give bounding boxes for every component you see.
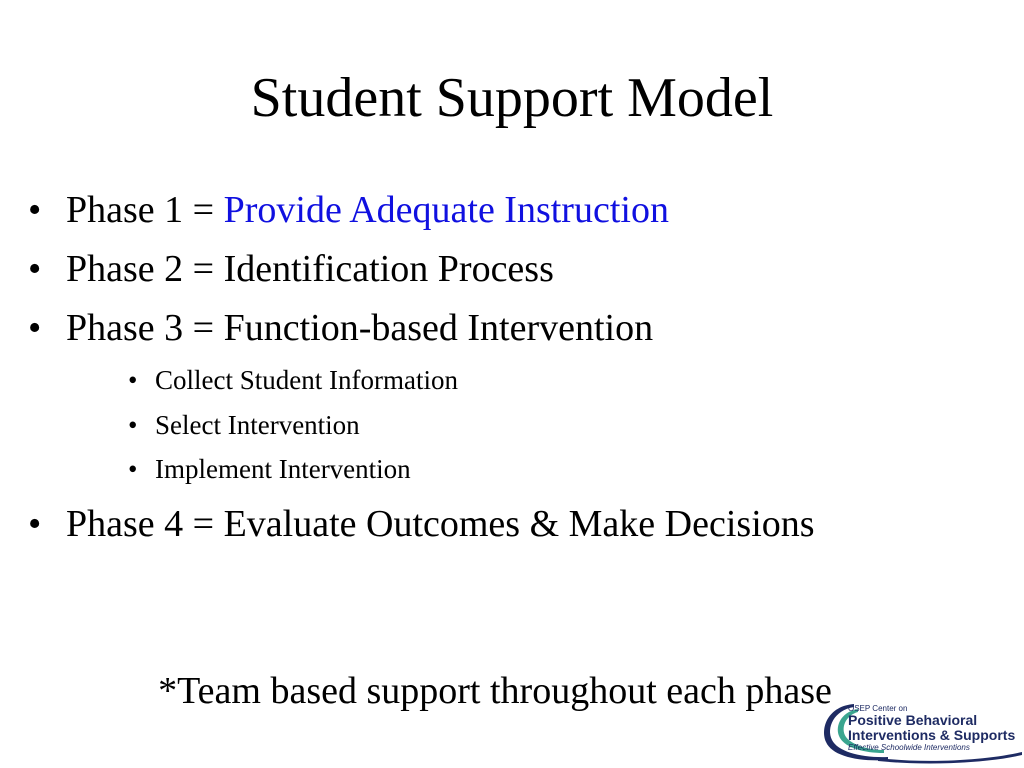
slide-title: Student Support Model bbox=[250, 67, 774, 129]
logo-line-4: Effective Schoolwide Interventions bbox=[848, 743, 970, 752]
logo-line-3: Interventions & Supports bbox=[848, 727, 1016, 743]
bullet-phase-2 bbox=[28, 246, 826, 292]
footer-note: *Team based support throughout each phase bbox=[158, 670, 832, 712]
sub-bullet-collect bbox=[128, 363, 458, 397]
bullet-phase-2-text: Phase 2 = Identification Process bbox=[66, 248, 554, 290]
sub-bullet-collect-text: Collect Student Information bbox=[155, 365, 458, 395]
sub-bullet-dot: • bbox=[128, 365, 138, 395]
bullet-dot: • bbox=[28, 248, 42, 290]
sub-bullet-dot: • bbox=[128, 454, 138, 484]
bullet-phase-1-prefix: Phase 1 = bbox=[66, 189, 224, 231]
bullet-dot: • bbox=[28, 189, 42, 231]
logo-line-1: OSEP Center on bbox=[848, 704, 908, 713]
logo-line-2: Positive Behavioral bbox=[848, 712, 978, 728]
sub-bullet-implement-text: Implement Intervention bbox=[155, 454, 411, 484]
bullet-phase-3-text: Phase 3 = Function-based Intervention bbox=[66, 307, 654, 349]
pbis-logo bbox=[818, 698, 1024, 764]
bullet-phase-1-highlight: Provide Adequate Instruction bbox=[223, 189, 669, 231]
bullet-dot: • bbox=[28, 307, 42, 349]
bullet-phase-1 bbox=[28, 187, 826, 233]
bullet-phase-4 bbox=[28, 501, 826, 547]
sub-bullet-select-text: Select Intervention bbox=[155, 410, 360, 440]
sub-bullet-implement bbox=[128, 452, 411, 486]
bullet-dot: • bbox=[28, 503, 42, 545]
sub-bullet-dot: • bbox=[128, 410, 138, 440]
bullet-phase-4-text: Phase 4 = Evaluate Outcomes & Make Decisions bbox=[66, 503, 815, 545]
bullet-phase-3 bbox=[28, 305, 826, 351]
sub-bullet-select bbox=[128, 408, 360, 442]
